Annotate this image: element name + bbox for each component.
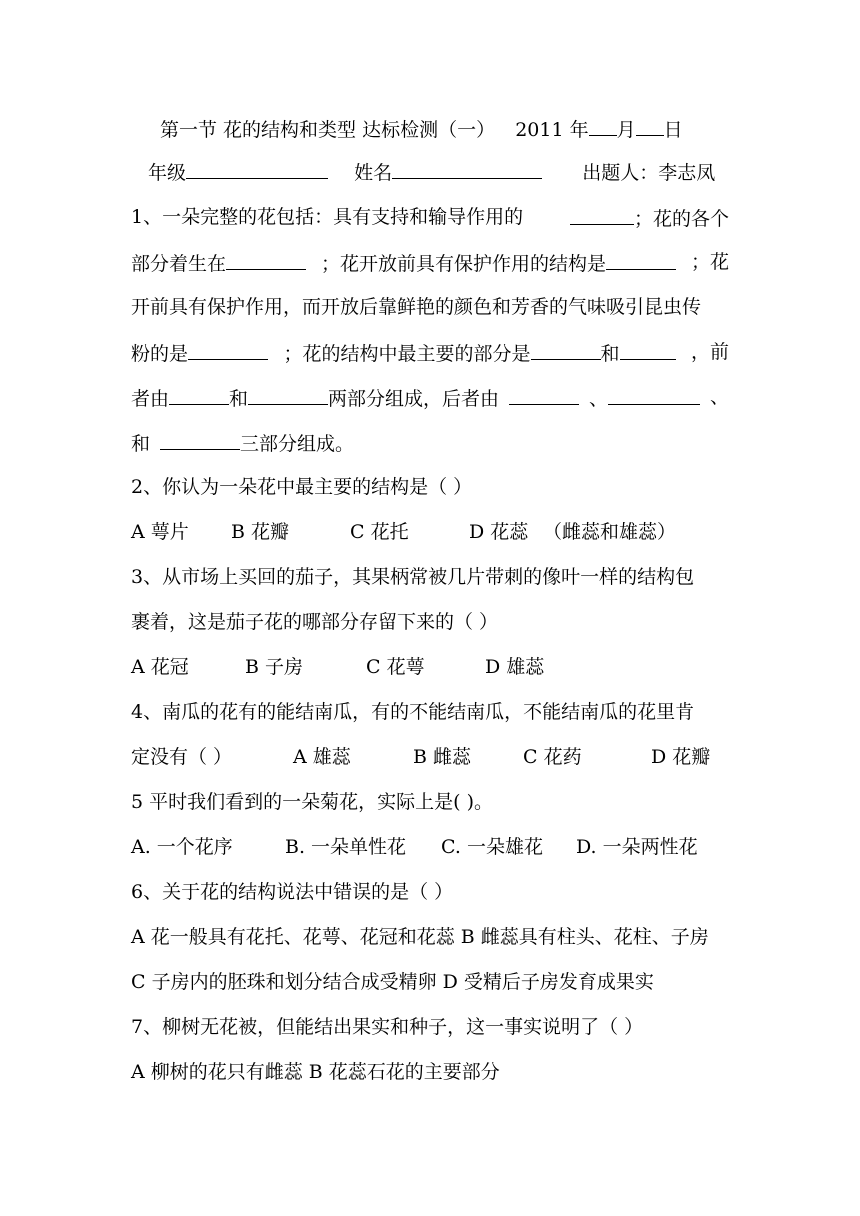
q1-text: 1、一朵完整的花包括：具有支持和输导作用的: [131, 206, 524, 228]
q1-blank-8: [248, 386, 328, 405]
q1-text: 两部分组成，后者由: [328, 388, 500, 410]
day-blank: [636, 117, 664, 136]
option-note: （雌蕊和雄蕊）: [543, 521, 677, 543]
grade-blank: [186, 160, 328, 179]
q1-text: 和: [131, 433, 151, 455]
q1-blank-9: [509, 386, 579, 405]
q1-line-1: [131, 206, 729, 230]
option: D 花瓣: [651, 746, 711, 768]
q2-stem: 2、你认为一朵花中最主要的结构是（ ）: [131, 476, 473, 498]
q1-text: ；花的各个: [633, 208, 729, 230]
q1-text: ，前: [690, 341, 729, 363]
q3-line-2: 裹着，这是茄子花的哪部分存留下来的（ ）: [131, 611, 499, 633]
title-year: 2011 年: [515, 119, 589, 141]
q6-text: A 花一般具有花托、花萼、花冠和花蕊 B 雌蕊具有柱头、花柱、子房: [131, 926, 709, 948]
q1-text: 、: [709, 386, 729, 408]
q1-blank-6: [620, 341, 676, 360]
name-blank: [392, 160, 542, 179]
info-line: [148, 160, 715, 184]
option: A. 一个花序: [131, 836, 233, 858]
q4-text: 4、南瓜的花有的能结南瓜，有的不能结南瓜，不能结南瓜的花里肯: [131, 701, 695, 723]
q1-line-3: [131, 296, 729, 318]
q1-text: 开前具有保护作用，而开放后靠鲜艳的颜色和芳香的气味吸引昆虫传: [131, 296, 702, 318]
name-label: 姓名: [354, 162, 393, 184]
q4-line-1: [131, 701, 729, 723]
option: D 雄蕊: [485, 656, 545, 678]
option: C 花萼: [366, 656, 425, 678]
q7-line-1: A 柳树的花只有雌蕊 B 花蕊石花的主要部分: [131, 1061, 500, 1083]
q1-text: 和: [229, 388, 249, 410]
q4-text: 定没有（ ）: [131, 746, 233, 768]
option: B 花瓣: [231, 521, 290, 543]
q1-blank-2: [226, 251, 306, 270]
option: A 萼片: [131, 521, 189, 543]
option: B 子房: [245, 656, 304, 678]
author-label: 出题人：李志凤: [582, 162, 716, 184]
q1-text: 、: [588, 388, 608, 410]
option: C 花药: [523, 746, 582, 768]
q1-text: ；花开放前具有保护作用的结构是: [320, 253, 606, 275]
title-month: 月: [616, 119, 636, 141]
q1-line-5: [131, 386, 729, 410]
q1-blank-4: [188, 341, 268, 360]
title-text: 第一节 花的结构和类型 达标检测（一）: [160, 119, 496, 141]
q5-stem: 5 平时我们看到的一朵菊花，实际上是( )。: [131, 791, 493, 813]
q1-blank-3: [606, 251, 676, 270]
option: D. 一朵两性花: [576, 836, 698, 858]
q1-text: 部分着生在: [131, 253, 227, 275]
q3-line-1: [131, 566, 729, 588]
q1-text: 粉的是: [131, 343, 189, 365]
q1-blank-10: [608, 386, 700, 405]
month-blank: [589, 117, 617, 136]
q1-text: ；花: [690, 251, 729, 273]
option: B. 一朵单性花: [285, 836, 407, 858]
q1-blank-5: [531, 341, 601, 360]
q1-blank-7: [169, 386, 229, 405]
option: A 花冠: [131, 656, 189, 678]
option: C. 一朵雄花: [441, 836, 543, 858]
q1-line-2: [131, 251, 729, 275]
title-day: 日: [663, 119, 683, 141]
q1-line-4: [131, 341, 729, 365]
option: C 花托: [350, 521, 409, 543]
q1-line-6: [131, 431, 354, 455]
option: D 花蕊: [469, 521, 529, 543]
option: A 雄蕊: [293, 746, 351, 768]
q1-text: 者由: [131, 388, 170, 410]
q6-line-2: C 子房内的胚珠和划分结合成受精卵 D 受精后子房发育成果实: [131, 971, 654, 993]
q6-stem: 6、关于花的结构说法中错误的是（ ）: [131, 881, 454, 903]
q3-text: 3、从市场上买回的茄子，其果柄常被几片带刺的像叶一样的结构包: [131, 566, 695, 588]
option: B 雌蕊: [413, 746, 472, 768]
q1-blank-1: [570, 206, 634, 225]
grade-label: 年级: [148, 162, 187, 184]
q1-text: 三部分组成。: [240, 433, 355, 455]
page-title: [160, 117, 683, 141]
q6-line-1: [131, 926, 729, 948]
q7-stem: 7、柳树无花被，但能结出果实和种子，这一事实说明了（ ）: [131, 1016, 644, 1038]
q1-text: 和: [600, 343, 620, 365]
q1-blank-11: [160, 431, 240, 450]
q1-text: ；花的结构中最主要的部分是: [283, 343, 531, 365]
